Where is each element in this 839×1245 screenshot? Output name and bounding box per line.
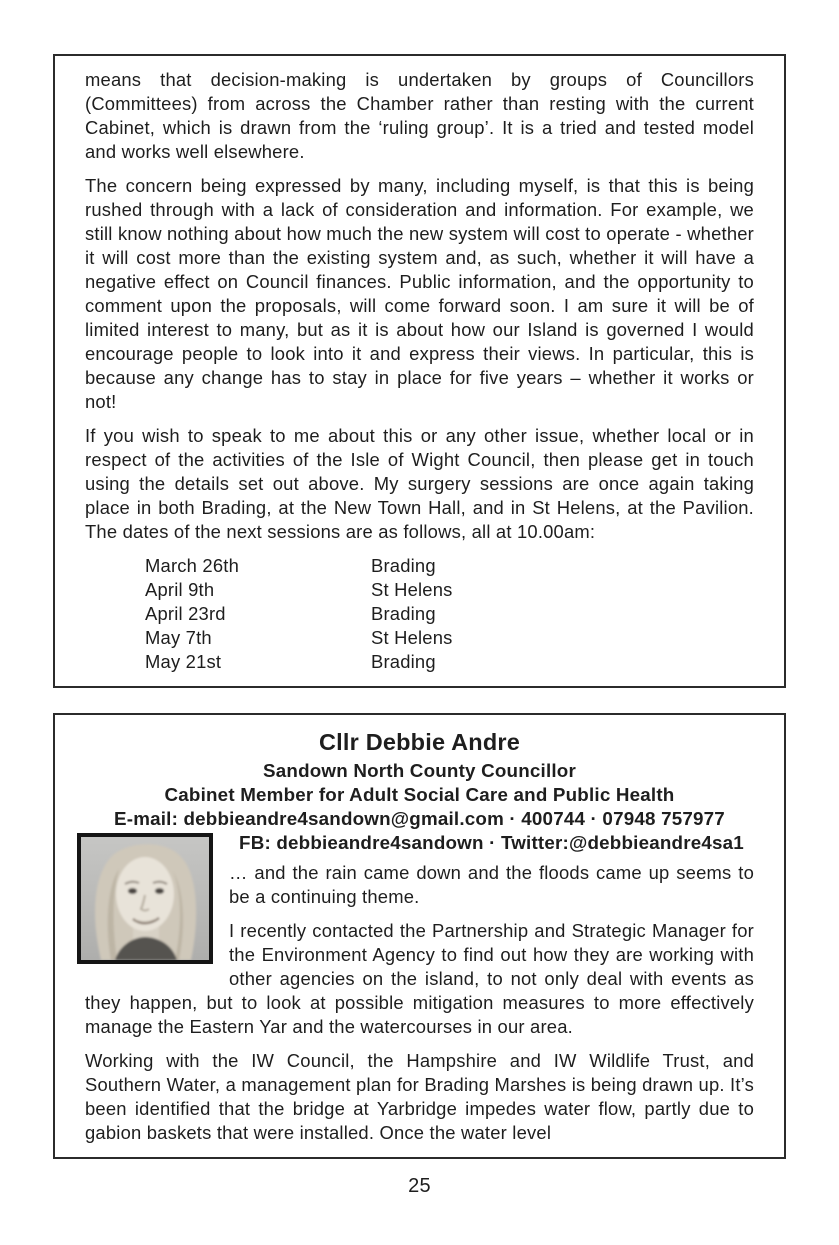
schedule-row <box>145 626 754 650</box>
schedule-location: St Helens <box>371 579 453 600</box>
schedule-date: May 21st <box>145 651 222 672</box>
social-line: FB: debbieandre4sandown · Twitter:@debbieandre4sa1 <box>239 832 744 853</box>
councillor-role-line: Cabinet Member for Adult Social Care and Public Health <box>164 784 675 805</box>
profile-paragraph: I recently contacted the Partnership and Strategic Manager for the Environment Agency to find out how they are working with other agencies on the island, to not only deal with events as they happen, but to look at possible mitigation measures to more effectively manage the Eastern Yar and the watercourses in our area. <box>85 920 754 1037</box>
schedule-date: May 7th <box>145 627 212 648</box>
schedule-row <box>145 650 754 674</box>
schedule-date: March 26th <box>145 555 239 576</box>
council-update-box <box>53 54 786 688</box>
council-paragraph: If you wish to speak to me about this or any other issue, whether local or in respect of the activities of the Isle of Wight Council, then please get in touch using the details set out above. My surgery sessions are once again taking place in both Brading, at the New Town Hall, and in St Helens, at the Pavilion. The dates of the next sessions are as follows, all at 10.00am: <box>85 425 754 542</box>
schedule-location: Brading <box>371 651 436 672</box>
schedule-location: Brading <box>371 603 436 624</box>
schedule-row <box>145 554 754 578</box>
schedule-location: St Helens <box>371 627 453 648</box>
councillor-name-title: Cllr Debbie Andre <box>318 729 520 755</box>
council-paragraph: means that decision-making is undertaken by groups of Councillors (Committees) from across the Chamber rather than resting with the current Cabinet, which is drawn from the ‘ruling group’. It is a tried and tested model and works well elsewhere. <box>85 69 754 162</box>
council-paragraph: The concern being expressed by many, including myself, is that this is being rushed through with a lack of consideration and information. For example, we still know nothing about how much the new system will cost to operate - whether it will cost more than the existing system and, as such, whether it will have a negative effect on Council finances. Public information, and the opportunity to comment upon the proposals, will come forward soon. I am sure it will be of limited interest to many, but as it is about how our Island is governed I would encourage people to look into it and express their views. In particular, this is because any change has to stay in place for five years – whether it works or not! <box>85 175 754 412</box>
councillor-profile-box <box>53 713 786 1159</box>
contact-line: E-mail: debbieandre4sandown@gmail.com · 400744 · 07948 757977 <box>114 808 725 829</box>
councillor-role-line: Sandown North County Councillor <box>263 760 576 781</box>
schedule-location: Brading <box>371 555 436 576</box>
schedule-row <box>145 578 754 602</box>
schedule-row <box>145 602 754 626</box>
page-number: 25 <box>408 1175 431 1197</box>
councillor-portrait-photo <box>77 833 213 964</box>
surgery-schedule <box>145 554 754 674</box>
newsletter-page <box>0 54 839 1245</box>
profile-paragraph: … and the rain came down and the floods came up seems to be a continuing theme. <box>229 862 754 907</box>
schedule-date: April 23rd <box>145 603 226 624</box>
profile-paragraph: Working with the IW Council, the Hampshire and IW Wildlife Trust, and Southern Water, a management plan for Brading Marshes is being drawn up. It’s been identified that the bridge at Yarbridge impedes water flow, partly due to gabion baskets that were installed. Once the water level <box>85 1050 754 1143</box>
schedule-date: April 9th <box>145 579 215 600</box>
